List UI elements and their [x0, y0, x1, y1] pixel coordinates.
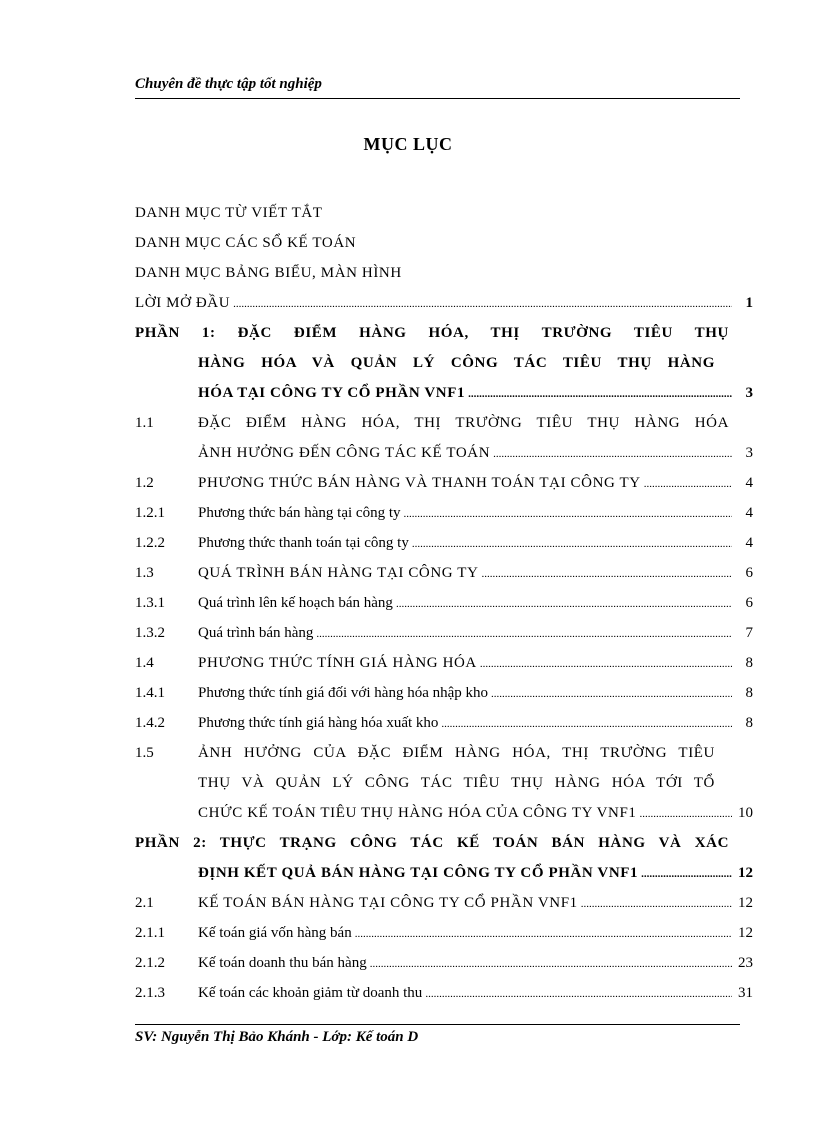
toc-entry[interactable]: 2.1 KẾ TOÁN BÁN HÀNG TẠI CÔNG TY CỔ PHẦN VNF1 ..... 12	[135, 888, 753, 918]
toc-page-number: 3	[745, 385, 753, 401]
toc-part-heading[interactable]: PHẦN 2: THỰC TRẠNG CÔNG TÁC KẾ TOÁN BÁN HÀNG VÀ XÁC	[135, 835, 729, 851]
page-footer	[135, 1024, 740, 1046]
toc-section-number: 1.3.2	[135, 625, 165, 641]
toc-section-number: 2.1.2	[135, 955, 165, 971]
leader-dots	[468, 378, 732, 409]
toc-page-number: 10	[738, 805, 753, 821]
toc-page-number: 12	[738, 865, 753, 881]
toc-section-number: 1.1	[135, 415, 154, 431]
toc-page-number: 6	[745, 565, 753, 581]
toc-part-heading-cont[interactable]: HÓA TẠI CÔNG TY CỔ PHẦN VNF1 ..... 3	[135, 378, 753, 408]
leader-dots	[316, 618, 732, 649]
leader-dots	[482, 558, 733, 589]
toc-page-number: 31	[738, 985, 753, 1001]
toc-entry[interactable]: 1.2.2 Phương thức thanh toán tại công ty ..... 4	[135, 528, 753, 558]
toc-entry[interactable]: 1.3.1 Quá trình lên kế hoạch bán hàng ..... 6	[135, 588, 753, 618]
toc-section-number: 1.2.1	[135, 505, 165, 521]
page-header	[135, 76, 740, 99]
leader-dots	[425, 978, 732, 1009]
toc-page-number: 3	[745, 445, 753, 461]
toc-page-number: 8	[745, 655, 753, 671]
leader-dots	[480, 648, 732, 679]
toc-page-number: 4	[745, 475, 753, 491]
toc-entry[interactable]: 1.3 QUÁ TRÌNH BÁN HÀNG TẠI CÔNG TY ..... 6	[135, 558, 753, 588]
toc-section-number: 1.5	[135, 745, 154, 761]
toc-entry[interactable]	[135, 288, 753, 318]
leader-dots	[355, 918, 732, 949]
toc-entry[interactable]: 1.4.1 Phương thức tính giá đối với hàng hóa nhập kho ..... 8	[135, 678, 753, 708]
toc-entry[interactable]: 1.4.2 Phương thức tính giá hàng hóa xuất kho ..... 8	[135, 708, 753, 738]
toc-section-number: 1.4	[135, 655, 154, 671]
toc-entry[interactable]: 2.1.1 Kế toán giá vốn hàng bán ..... 12	[135, 918, 753, 948]
toc-page-number: 4	[745, 505, 753, 521]
toc-entry[interactable]: 1.3.2 Quá trình bán hàng ..... 7	[135, 618, 753, 648]
leader-dots	[581, 888, 732, 919]
toc-entry[interactable]: 2.1.2 Kế toán doanh thu bán hàng ..... 23	[135, 948, 753, 978]
toc-section-number: 1.2	[135, 475, 154, 491]
leader-dots	[233, 288, 732, 319]
toc-section-number: 2.1	[135, 895, 154, 911]
toc-page-number: 12	[738, 895, 753, 911]
toc-section-number: 1.3.1	[135, 595, 165, 611]
leader-dots	[644, 468, 732, 499]
toc-page-number: 7	[745, 625, 753, 641]
table-of-contents	[135, 198, 753, 1008]
leader-dots	[412, 528, 732, 559]
toc-section-number: 1.4.1	[135, 685, 165, 701]
toc-section-number: 1.4.2	[135, 715, 165, 731]
toc-entry[interactable]: DANH MỤC CÁC SỔ KẾ TOÁN	[135, 235, 357, 251]
toc-entry[interactable]: 1.1 ĐẶC ĐIỂM HÀNG HÓA, THỊ TRƯỜNG TIÊU THỤ HÀNG HÓA	[135, 408, 753, 438]
toc-entry-cont: CHỨC KẾ TOÁN TIÊU THỤ HÀNG HÓA CỦA CÔNG TY VNF1 ..... 10	[135, 798, 753, 828]
toc-entry[interactable]: 1.5 ẢNH HƯỞNG CỦA ĐẶC ĐIỂM HÀNG HÓA, THỊ TRƯỜNG TIÊU	[135, 738, 753, 768]
toc-section-number: 1.2.2	[135, 535, 165, 551]
toc-entry[interactable]: 1.4 PHƯƠNG THỨC TÍNH GIÁ HÀNG HÓA ..... 8	[135, 648, 753, 678]
toc-entry-cont: ẢNH HƯỞNG ĐẾN CÔNG TÁC KẾ TOÁN ..... 3	[135, 438, 753, 468]
leader-dots	[641, 858, 732, 889]
toc-part-heading[interactable]: PHẦN 1: ĐẶC ĐIỂM HÀNG HÓA, THỊ TRƯỜNG TIÊU THỤ	[135, 325, 729, 341]
toc-part-heading-cont: HÀNG HÓA VÀ QUẢN LÝ CÔNG TÁC TIÊU THỤ HÀNG	[198, 355, 715, 371]
leader-dots	[370, 948, 732, 979]
toc-page-number: 12	[738, 925, 753, 941]
toc-entry[interactable]: DANH MỤC BẢNG BIỂU, MÀN HÌNH	[135, 265, 402, 281]
footer-text: SV: Nguyễn Thị Bảo Khánh - Lớp: Kế toán D	[135, 1029, 419, 1045]
toc-page-number: 6	[745, 595, 753, 611]
leader-dots	[639, 798, 732, 829]
toc-page-number: 1	[745, 295, 753, 311]
header-text: Chuyên đề thực tập tốt nghiệp	[135, 76, 322, 92]
toc-entry[interactable]: 1.2.1 Phương thức bán hàng tại công ty ..... 4	[135, 498, 753, 528]
toc-page-number: 8	[745, 715, 753, 731]
leader-dots	[493, 438, 732, 469]
toc-section-number: 1.3	[135, 565, 154, 581]
toc-entry[interactable]: DANH MỤC TỪ VIẾT TẮT	[135, 205, 323, 221]
toc-part-heading-cont: ĐỊNH KẾT QUẢ BÁN HÀNG TẠI CÔNG TY CỔ PHẦN VNF1 ..... 12	[135, 858, 753, 888]
toc-entry-label: LỜI MỞ ĐẦU	[135, 295, 231, 311]
toc-page-number: 8	[745, 685, 753, 701]
toc-entry[interactable]: 2.1.3 Kế toán các khoản giảm từ doanh thu ..... 31	[135, 978, 753, 1008]
leader-dots	[491, 678, 732, 709]
page-title: MỤC LỤC	[363, 134, 453, 154]
leader-dots	[404, 498, 733, 529]
leader-dots	[396, 588, 732, 619]
toc-entry-cont: THỤ VÀ QUẢN LÝ CÔNG TÁC TIÊU THỤ HÀNG HÓA TỚI TỔ	[198, 775, 715, 791]
toc-page-number: 23	[738, 955, 753, 971]
toc-section-number: 2.1.3	[135, 985, 165, 1001]
toc-entry[interactable]: 1.2 PHƯƠNG THỨC BÁN HÀNG VÀ THANH TOÁN TẠI CÔNG TY ..... 4	[135, 468, 753, 498]
toc-section-number: 2.1.1	[135, 925, 165, 941]
toc-page-number: 4	[745, 535, 753, 551]
leader-dots	[441, 708, 732, 739]
